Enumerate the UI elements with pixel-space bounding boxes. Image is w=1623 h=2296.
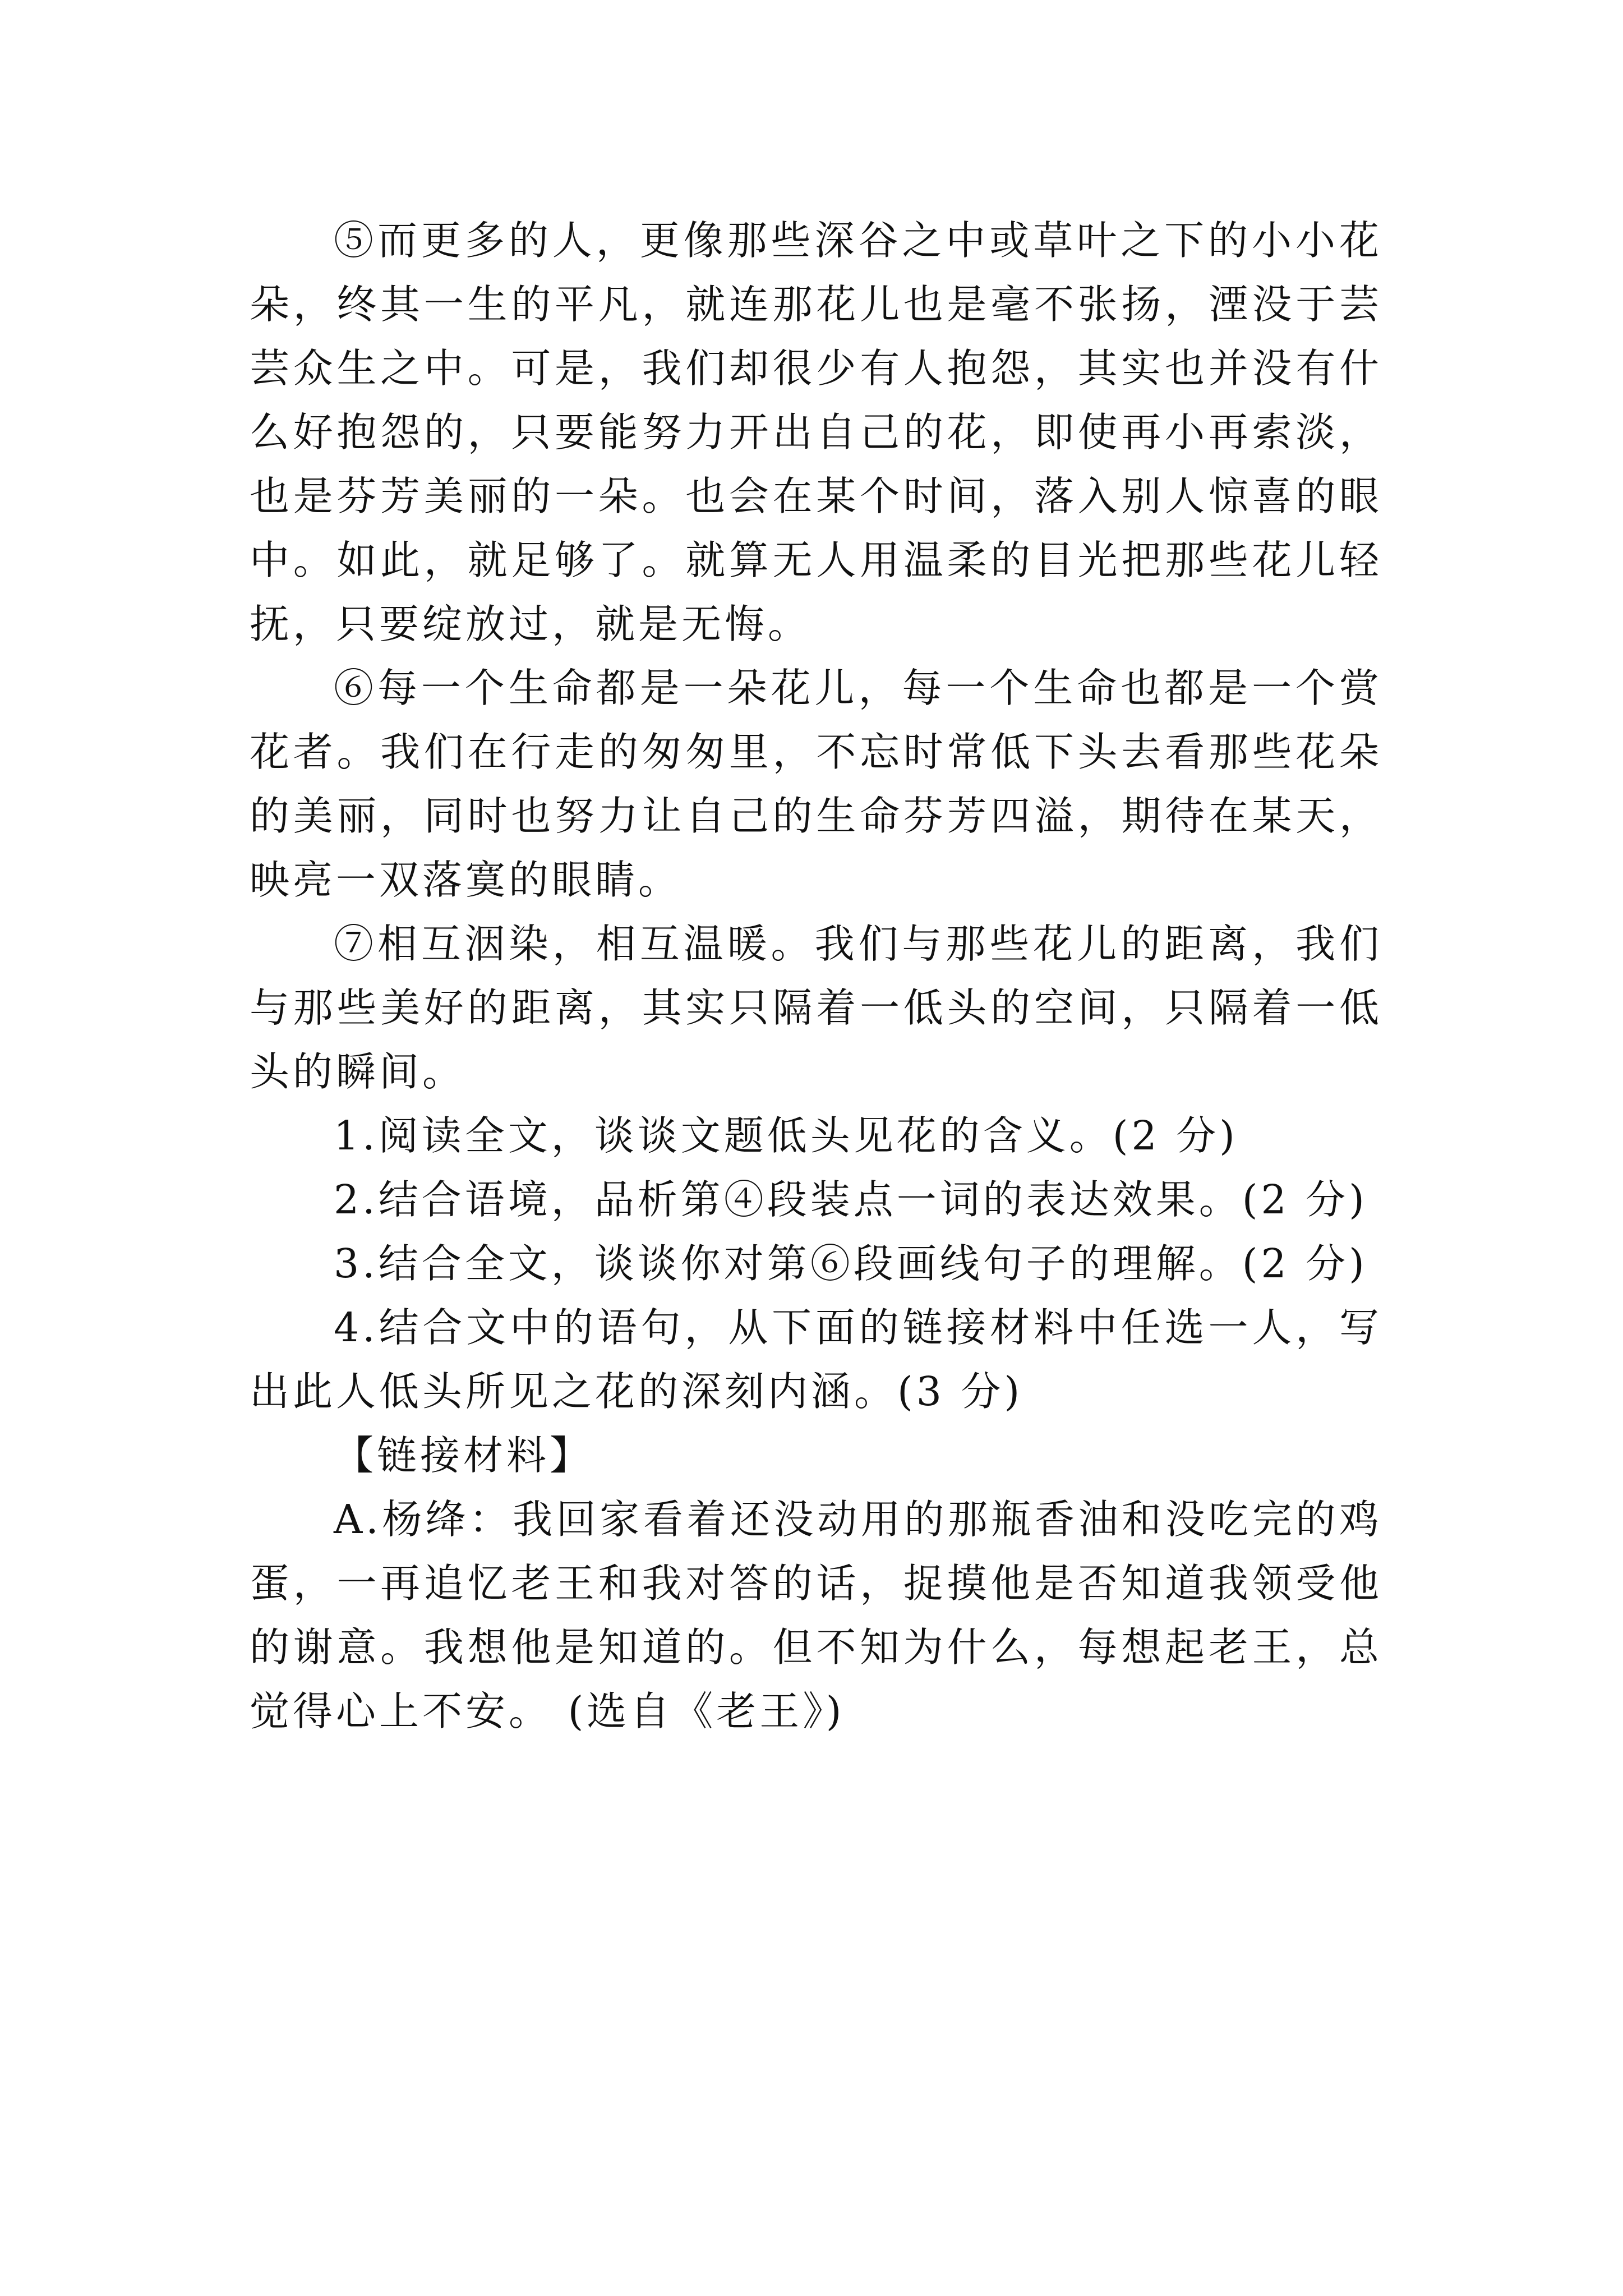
question-1: 1.阅读全文，谈谈文题低头见花的含义。(2 分) xyxy=(334,1112,1238,1159)
paragraph-7: ⑦相互洇染，相互温暖。我们与那些花儿的距离，我们与那些美好的距离，其实只隔着一低头的空间，只隔着一低头的瞬间。 xyxy=(250,921,1382,1095)
document-body xyxy=(250,209,1382,1743)
question-4: 4.结合文中的语句，从下面的链接材料中任选一人，写出此人低头所见之花的深刻内涵。(3 分) xyxy=(250,1304,1382,1415)
question-3: 3.结合全文，谈谈你对第⑥段画线句子的理解。(2 分) xyxy=(334,1240,1368,1287)
paragraph-6: ⑥每一个生命都是一朵花儿，每一个生命也都是一个赏花者。我们在行走的匆匆里，不忘时常低下头去看那些花朵的美丽，同时也努力让自己的生命芬芳四溢，期待在某天，映亮一双落寞的眼睛。 xyxy=(250,665,1382,903)
link-material-heading: 【链接材料】 xyxy=(334,1432,593,1479)
link-material-a: A.杨绛：我回家看着还没动用的那瓶香油和没吃完的鸡蛋，一再追忆老王和我对答的话，捉摸他是否知道我领受他的谢意。我想他是知道的。但不知为什么，每想起老王，总觉得心上不安。 (选自《老王》) xyxy=(250,1496,1382,1734)
question-2: 2.结合语境，品析第④段装点一词的表达效果。(2 分) xyxy=(334,1176,1368,1223)
paragraph-5: ⑤而更多的人，更像那些深谷之中或草叶之下的小小花朵，终其一生的平凡，就连那花儿也是毫不张扬，湮没于芸芸众生之中。可是，我们却很少有人抱怨，其实也并没有什么好抱怨的，只要能努力开出自己的花，即使再小再索淡，也是芬芳美丽的一朵。也会在某个时间，落入别人惊喜的眼中。如此，就足够了。就算无人用温柔的目光把那些花儿轻抚，只要绽放过，就是无悔。 xyxy=(250,217,1382,647)
